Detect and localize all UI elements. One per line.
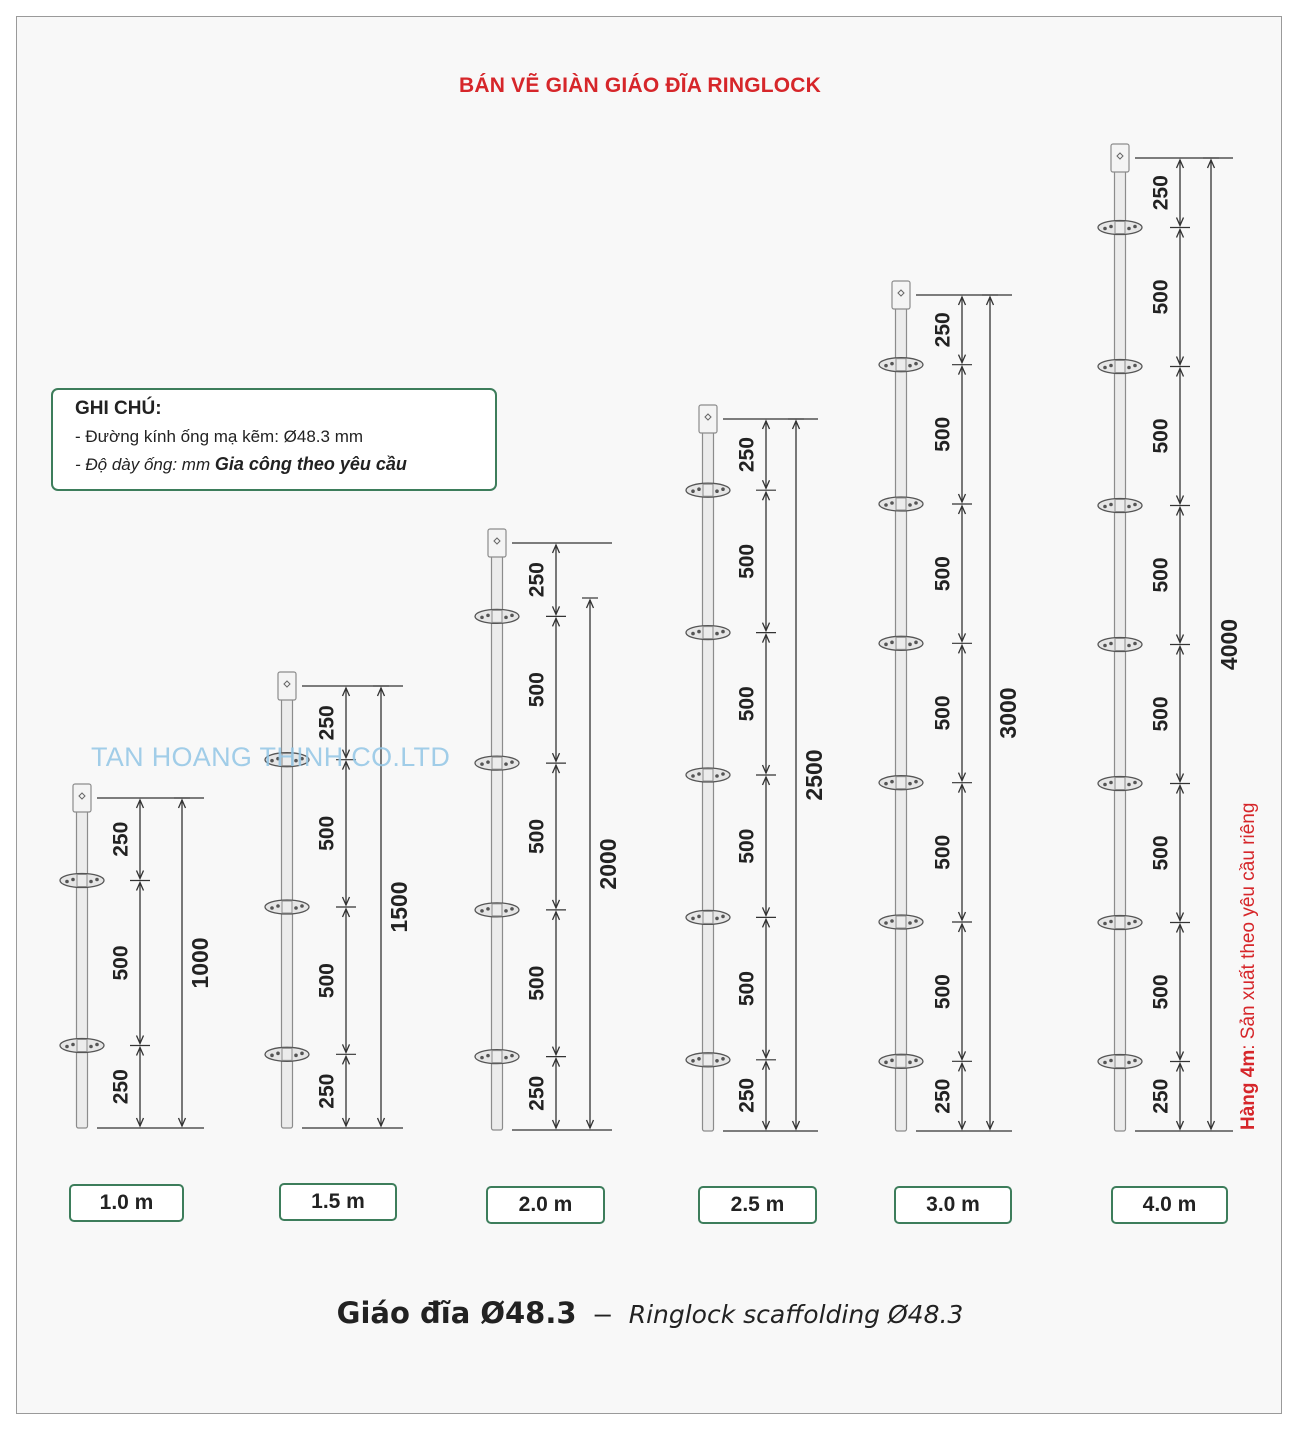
standard-1-rosette-hole-2-1 <box>65 1045 69 1049</box>
standard-1-rosette-hole-1-3 <box>89 880 93 884</box>
standard-2-rosette-hole-3-1 <box>270 1054 274 1058</box>
side-note-4m <box>1238 803 1260 1130</box>
standard-6-rosette-hole-3-2 <box>1109 503 1113 507</box>
standard-5-rosette-hole-4-2 <box>890 780 894 784</box>
standard-6-rosette-hole-1-2 <box>1109 225 1113 229</box>
standard-4-rosette-hole-5-3 <box>715 1059 719 1063</box>
standard-5-rosette-hole-2-2 <box>890 501 894 505</box>
standard-5-segment-1-label: 250 <box>931 312 955 348</box>
size-label-2-5m: 2.5 m <box>698 1186 817 1224</box>
standard-6-rosette-hole-4-4 <box>1133 642 1137 646</box>
standard-4-rosette-hole-5-1 <box>691 1059 695 1063</box>
standard-5-rosette-hole-3-1 <box>884 643 888 647</box>
standard-6-rosette-hub-3 <box>1115 500 1125 512</box>
size-label-3-0m: 3.0 m <box>894 1186 1012 1224</box>
standard-4-rosette-hole-2-1 <box>691 632 695 636</box>
standard-4-rosette-hub-1 <box>703 484 713 496</box>
standard-5-rosette-hole-4-1 <box>884 782 888 786</box>
standard-6-segment-1-label: 250 <box>1149 175 1173 211</box>
standard-5-rosette-hole-6-3 <box>908 1061 912 1065</box>
standard-1-segment-1-label: 250 <box>109 821 133 857</box>
standard-4-rosette-hole-4-3 <box>715 917 719 921</box>
standard-6-rosette-hub-2 <box>1115 361 1125 373</box>
standard-5-rosette-hole-3-3 <box>908 643 912 647</box>
standard-6-rosette-hole-6-3 <box>1127 922 1131 926</box>
standard-6-rosette-hole-1-1 <box>1103 227 1107 231</box>
standard-6-rosette-hub-5 <box>1115 778 1125 790</box>
standard-3-rosette-hub-2 <box>492 757 502 769</box>
note-thickness-prefix: - Độ dày ống: mm <box>75 455 215 474</box>
standard-6-rosette-hole-5-3 <box>1127 783 1131 787</box>
standard-4-rosette-hole-4-2 <box>697 915 701 919</box>
standard-1-rosette-hub-1 <box>77 875 87 887</box>
standard-3-segment-1-label: 250 <box>525 562 549 598</box>
side-note-bold: Hàng 4m <box>1238 1049 1259 1130</box>
standard-3-rosette-hole-1-4 <box>510 614 514 618</box>
standard-4-rosette-hole-3-3 <box>715 774 719 778</box>
standard-6-rosette-hole-7-4 <box>1133 1059 1137 1063</box>
standard-1-rosette-hole-1-4 <box>95 878 99 882</box>
standard-1-pipe <box>77 810 88 1128</box>
standard-6-rosette-hole-2-1 <box>1103 366 1107 370</box>
standard-1-total-label: 1000 <box>187 937 214 989</box>
side-note-rest: : Sản xuất theo yêu cầu riêng <box>1238 802 1259 1050</box>
standard-6-rosette-hole-2-3 <box>1127 366 1131 370</box>
standard-5-rosette-hole-1-3 <box>908 364 912 368</box>
standard-4-rosette-hole-4-1 <box>691 917 695 921</box>
standard-6-segment-7-label: 500 <box>1149 974 1173 1010</box>
standard-4-rosette-hub-3 <box>703 769 713 781</box>
standard-5-rosette-hole-3-2 <box>890 641 894 645</box>
standard-6-rosette-hole-6-1 <box>1103 922 1107 926</box>
standard-5-rosette-hole-2-4 <box>914 501 918 505</box>
standard-5-rosette-hole-1-1 <box>884 364 888 368</box>
standard-2-rosette-hole-2-3 <box>294 906 298 910</box>
standard-3-rosette-hole-4-2 <box>486 1054 490 1058</box>
standard-5-rosette-hole-1-2 <box>890 362 894 366</box>
standard-1-spigot <box>73 784 91 812</box>
standard-2-rosette-hub-2 <box>282 901 292 913</box>
standard-4-rosette-hole-3-1 <box>691 774 695 778</box>
standard-3-rosette-hole-2-3 <box>504 762 508 766</box>
standard-3-rosette-hole-3-1 <box>480 909 484 913</box>
standard-5-rosette-hub-3 <box>896 637 906 649</box>
standard-1-rosette-hole-2-2 <box>71 1043 75 1047</box>
page-title: BÁN VẼ GIÀN GIÁO ĐĨA RINGLOCK <box>458 74 822 97</box>
standard-2-segment-1-label: 250 <box>315 705 339 741</box>
standard-5-segment-5-label: 500 <box>931 834 955 870</box>
standard-3-rosette-hole-3-2 <box>486 907 490 911</box>
standard-3-spigot <box>488 529 506 557</box>
standard-4-rosette-hole-1-1 <box>691 489 695 493</box>
standard-1-rosette-hub-2 <box>77 1040 87 1052</box>
standard-2-segment-4-label: 250 <box>315 1073 339 1109</box>
standard-1-rosette-hole-2-3 <box>89 1045 93 1049</box>
caption-english: Ringlock scaffolding Ø48.3 <box>628 1300 964 1329</box>
standard-6-rosette-hole-4-3 <box>1127 644 1131 648</box>
standard-3-rosette-hole-3-4 <box>510 907 514 911</box>
standard-6-segment-6-label: 500 <box>1149 835 1173 871</box>
standard-2-rosette-hole-3-4 <box>300 1052 304 1056</box>
standard-5-rosette-hub-6 <box>896 1055 906 1067</box>
standard-3-rosette-hub-4 <box>492 1051 502 1063</box>
company-watermark: TAN HOANG THINH CO.LTD <box>91 742 451 772</box>
standard-6-rosette-hub-4 <box>1115 639 1125 651</box>
standard-5-rosette-hole-5-2 <box>890 919 894 923</box>
note-diameter: - Đường kính ống mạ kẽm: Ø48.3 mm <box>75 427 364 446</box>
standard-3-rosette-hole-2-4 <box>510 760 514 764</box>
standard-3-total-label: 2000 <box>595 838 622 890</box>
standard-6-rosette-hole-7-1 <box>1103 1061 1107 1065</box>
standard-3-rosette-hole-1-2 <box>486 614 490 618</box>
standard-2-rosette-hub-3 <box>282 1048 292 1060</box>
standard-6-spigot <box>1111 144 1129 172</box>
standard-4-rosette-hub-4 <box>703 911 713 923</box>
standard-5-rosette-hub-5 <box>896 916 906 928</box>
standard-4-rosette-hub-2 <box>703 627 713 639</box>
standard-4-rosette-hole-1-2 <box>697 487 701 491</box>
standard-4-spigot <box>699 405 717 433</box>
standard-6-segment-4-label: 500 <box>1149 557 1173 593</box>
standard-3-segment-2-label: 500 <box>525 672 549 708</box>
standard-4-rosette-hole-5-4 <box>721 1057 725 1061</box>
standard-5-rosette-hole-5-3 <box>908 921 912 925</box>
standard-4-rosette-hole-2-3 <box>715 632 719 636</box>
standard-5-rosette-hole-6-2 <box>890 1059 894 1063</box>
caption-separator: – <box>594 1298 611 1330</box>
standard-5-rosette-hole-4-3 <box>908 782 912 786</box>
standard-5-rosette-hole-2-1 <box>884 503 888 507</box>
standard-3-rosette-hub-3 <box>492 904 502 916</box>
standard-5-rosette-hole-2-3 <box>908 503 912 507</box>
standard-4-rosette-hole-3-4 <box>721 772 725 776</box>
standard-5-rosette-hole-5-4 <box>914 919 918 923</box>
standard-5-spigot <box>892 281 910 309</box>
standard-4-rosette-hole-4-4 <box>721 915 725 919</box>
standard-3-segment-4-label: 500 <box>525 965 549 1001</box>
size-label-1-0m: 1.0 m <box>69 1184 184 1222</box>
standard-6-rosette-hole-4-2 <box>1109 642 1113 646</box>
standard-2-spigot <box>278 672 296 700</box>
standard-6-segment-3-label: 500 <box>1149 418 1173 454</box>
standard-5-segment-2-label: 500 <box>931 416 955 452</box>
standard-4-segment-2-label: 500 <box>735 543 759 579</box>
standard-3-rosette-hole-4-1 <box>480 1056 484 1060</box>
standard-4-segment-1-label: 250 <box>735 437 759 473</box>
standard-2-segment-3-label: 500 <box>315 963 339 999</box>
standard-2-total-label: 1500 <box>386 881 413 933</box>
standard-6-rosette-hole-3-1 <box>1103 505 1107 509</box>
standard-1-rosette-hole-1-2 <box>71 878 75 882</box>
standard-6-rosette-hub-7 <box>1115 1056 1125 1068</box>
caption-main: Giáo đĩa Ø48.3 <box>336 1296 577 1330</box>
standard-6-rosette-hole-3-4 <box>1133 503 1137 507</box>
standard-3-rosette-hole-4-3 <box>504 1056 508 1060</box>
standard-4-total-label: 2500 <box>801 749 828 801</box>
standard-6-segment-2-label: 500 <box>1149 279 1173 315</box>
standard-5-rosette-hole-5-1 <box>884 921 888 925</box>
standard-4-rosette-hole-2-2 <box>697 630 701 634</box>
size-label-1-5m: 1.5 m <box>279 1183 397 1221</box>
standard-3-rosette-hole-3-3 <box>504 909 508 913</box>
standard-2-rosette-hole-3-3 <box>294 1054 298 1058</box>
standard-2-rosette-hole-2-2 <box>276 904 280 908</box>
standard-4-rosette-hub-5 <box>703 1054 713 1066</box>
standard-6-rosette-hub-1 <box>1115 222 1125 234</box>
standard-6-rosette-hole-7-3 <box>1127 1061 1131 1065</box>
standard-5-rosette-hub-1 <box>896 359 906 371</box>
standard-3-rosette-hub-1 <box>492 610 502 622</box>
standard-1-segment-3-label: 250 <box>109 1069 133 1105</box>
standard-5-segment-7-label: 250 <box>931 1078 955 1114</box>
standard-4-rosette-hole-5-2 <box>697 1057 701 1061</box>
standard-3-rosette-hole-2-1 <box>480 762 484 766</box>
standard-6-rosette-hole-4-1 <box>1103 644 1107 648</box>
standard-5-segment-3-label: 500 <box>931 556 955 592</box>
standard-3-rosette-hole-1-3 <box>504 616 508 620</box>
standard-4-segment-6-label: 250 <box>735 1077 759 1113</box>
standard-6-rosette-hole-1-3 <box>1127 227 1131 231</box>
standard-6-total-label: 4000 <box>1216 618 1243 671</box>
standard-1-segment-2-label: 500 <box>109 945 133 981</box>
standard-4-rosette-hole-2-4 <box>721 630 725 634</box>
standard-3-rosette-hole-1-1 <box>480 616 484 620</box>
standard-6-rosette-hole-5-2 <box>1109 781 1113 785</box>
standard-3-segment-5-label: 250 <box>525 1075 549 1111</box>
standard-6-segment-8-label: 250 <box>1149 1078 1173 1114</box>
standard-6-rosette-hub-6 <box>1115 917 1125 929</box>
standard-5-rosette-hole-4-4 <box>914 780 918 784</box>
standard-5-rosette-hole-6-1 <box>884 1061 888 1065</box>
standard-6-rosette-hole-1-4 <box>1133 225 1137 229</box>
standard-4-rosette-hole-3-2 <box>697 772 701 776</box>
standard-4-segment-5-label: 500 <box>735 971 759 1007</box>
standard-2-rosette-hole-2-1 <box>270 906 274 910</box>
standard-5-segment-4-label: 500 <box>931 695 955 731</box>
standard-5-segment-6-label: 500 <box>931 974 955 1010</box>
standard-4-segment-3-label: 500 <box>735 686 759 722</box>
standard-4-rosette-hole-1-3 <box>715 489 719 493</box>
standard-5-rosette-hole-1-4 <box>914 362 918 366</box>
standard-4-segment-4-label: 500 <box>735 828 759 864</box>
standard-5-pipe <box>896 307 907 1131</box>
standard-6-rosette-hole-6-4 <box>1133 920 1137 924</box>
standard-5-rosette-hole-6-4 <box>914 1059 918 1063</box>
standard-6-rosette-hole-5-4 <box>1133 781 1137 785</box>
standard-6-rosette-hole-2-2 <box>1109 364 1113 368</box>
standard-2-rosette-hole-2-4 <box>300 904 304 908</box>
standard-5-rosette-hub-2 <box>896 498 906 510</box>
caption <box>0 1296 1300 1331</box>
standard-3-rosette-hole-2-2 <box>486 760 490 764</box>
note-thickness-emphasis: Gia công theo yêu cầu <box>214 454 407 474</box>
standard-3-rosette-hole-4-4 <box>510 1054 514 1058</box>
standard-6-rosette-hole-6-2 <box>1109 920 1113 924</box>
standard-6-rosette-hole-3-3 <box>1127 505 1131 509</box>
standard-1-rosette-hole-1-1 <box>65 880 69 884</box>
size-label-2-0m: 2.0 m <box>486 1186 605 1224</box>
standard-6-segment-5-label: 500 <box>1149 696 1173 732</box>
standard-3-pipe <box>492 555 503 1130</box>
size-label-4-0m: 4.0 m <box>1111 1186 1228 1224</box>
standard-6-rosette-hole-7-2 <box>1109 1059 1113 1063</box>
standard-2-rosette-hole-3-2 <box>276 1052 280 1056</box>
standard-5-total-label: 3000 <box>995 687 1022 739</box>
standard-5-rosette-hub-4 <box>896 777 906 789</box>
standard-5-rosette-hole-3-4 <box>914 641 918 645</box>
standard-6-rosette-hole-2-4 <box>1133 364 1137 368</box>
standard-6-rosette-hole-5-1 <box>1103 783 1107 787</box>
standard-2-segment-2-label: 500 <box>315 815 339 851</box>
notes-heading: GHI CHÚ: <box>75 398 162 419</box>
standard-4-rosette-hole-1-4 <box>721 487 725 491</box>
standard-3-segment-3-label: 500 <box>525 818 549 855</box>
standard-1-rosette-hole-2-4 <box>95 1043 99 1047</box>
